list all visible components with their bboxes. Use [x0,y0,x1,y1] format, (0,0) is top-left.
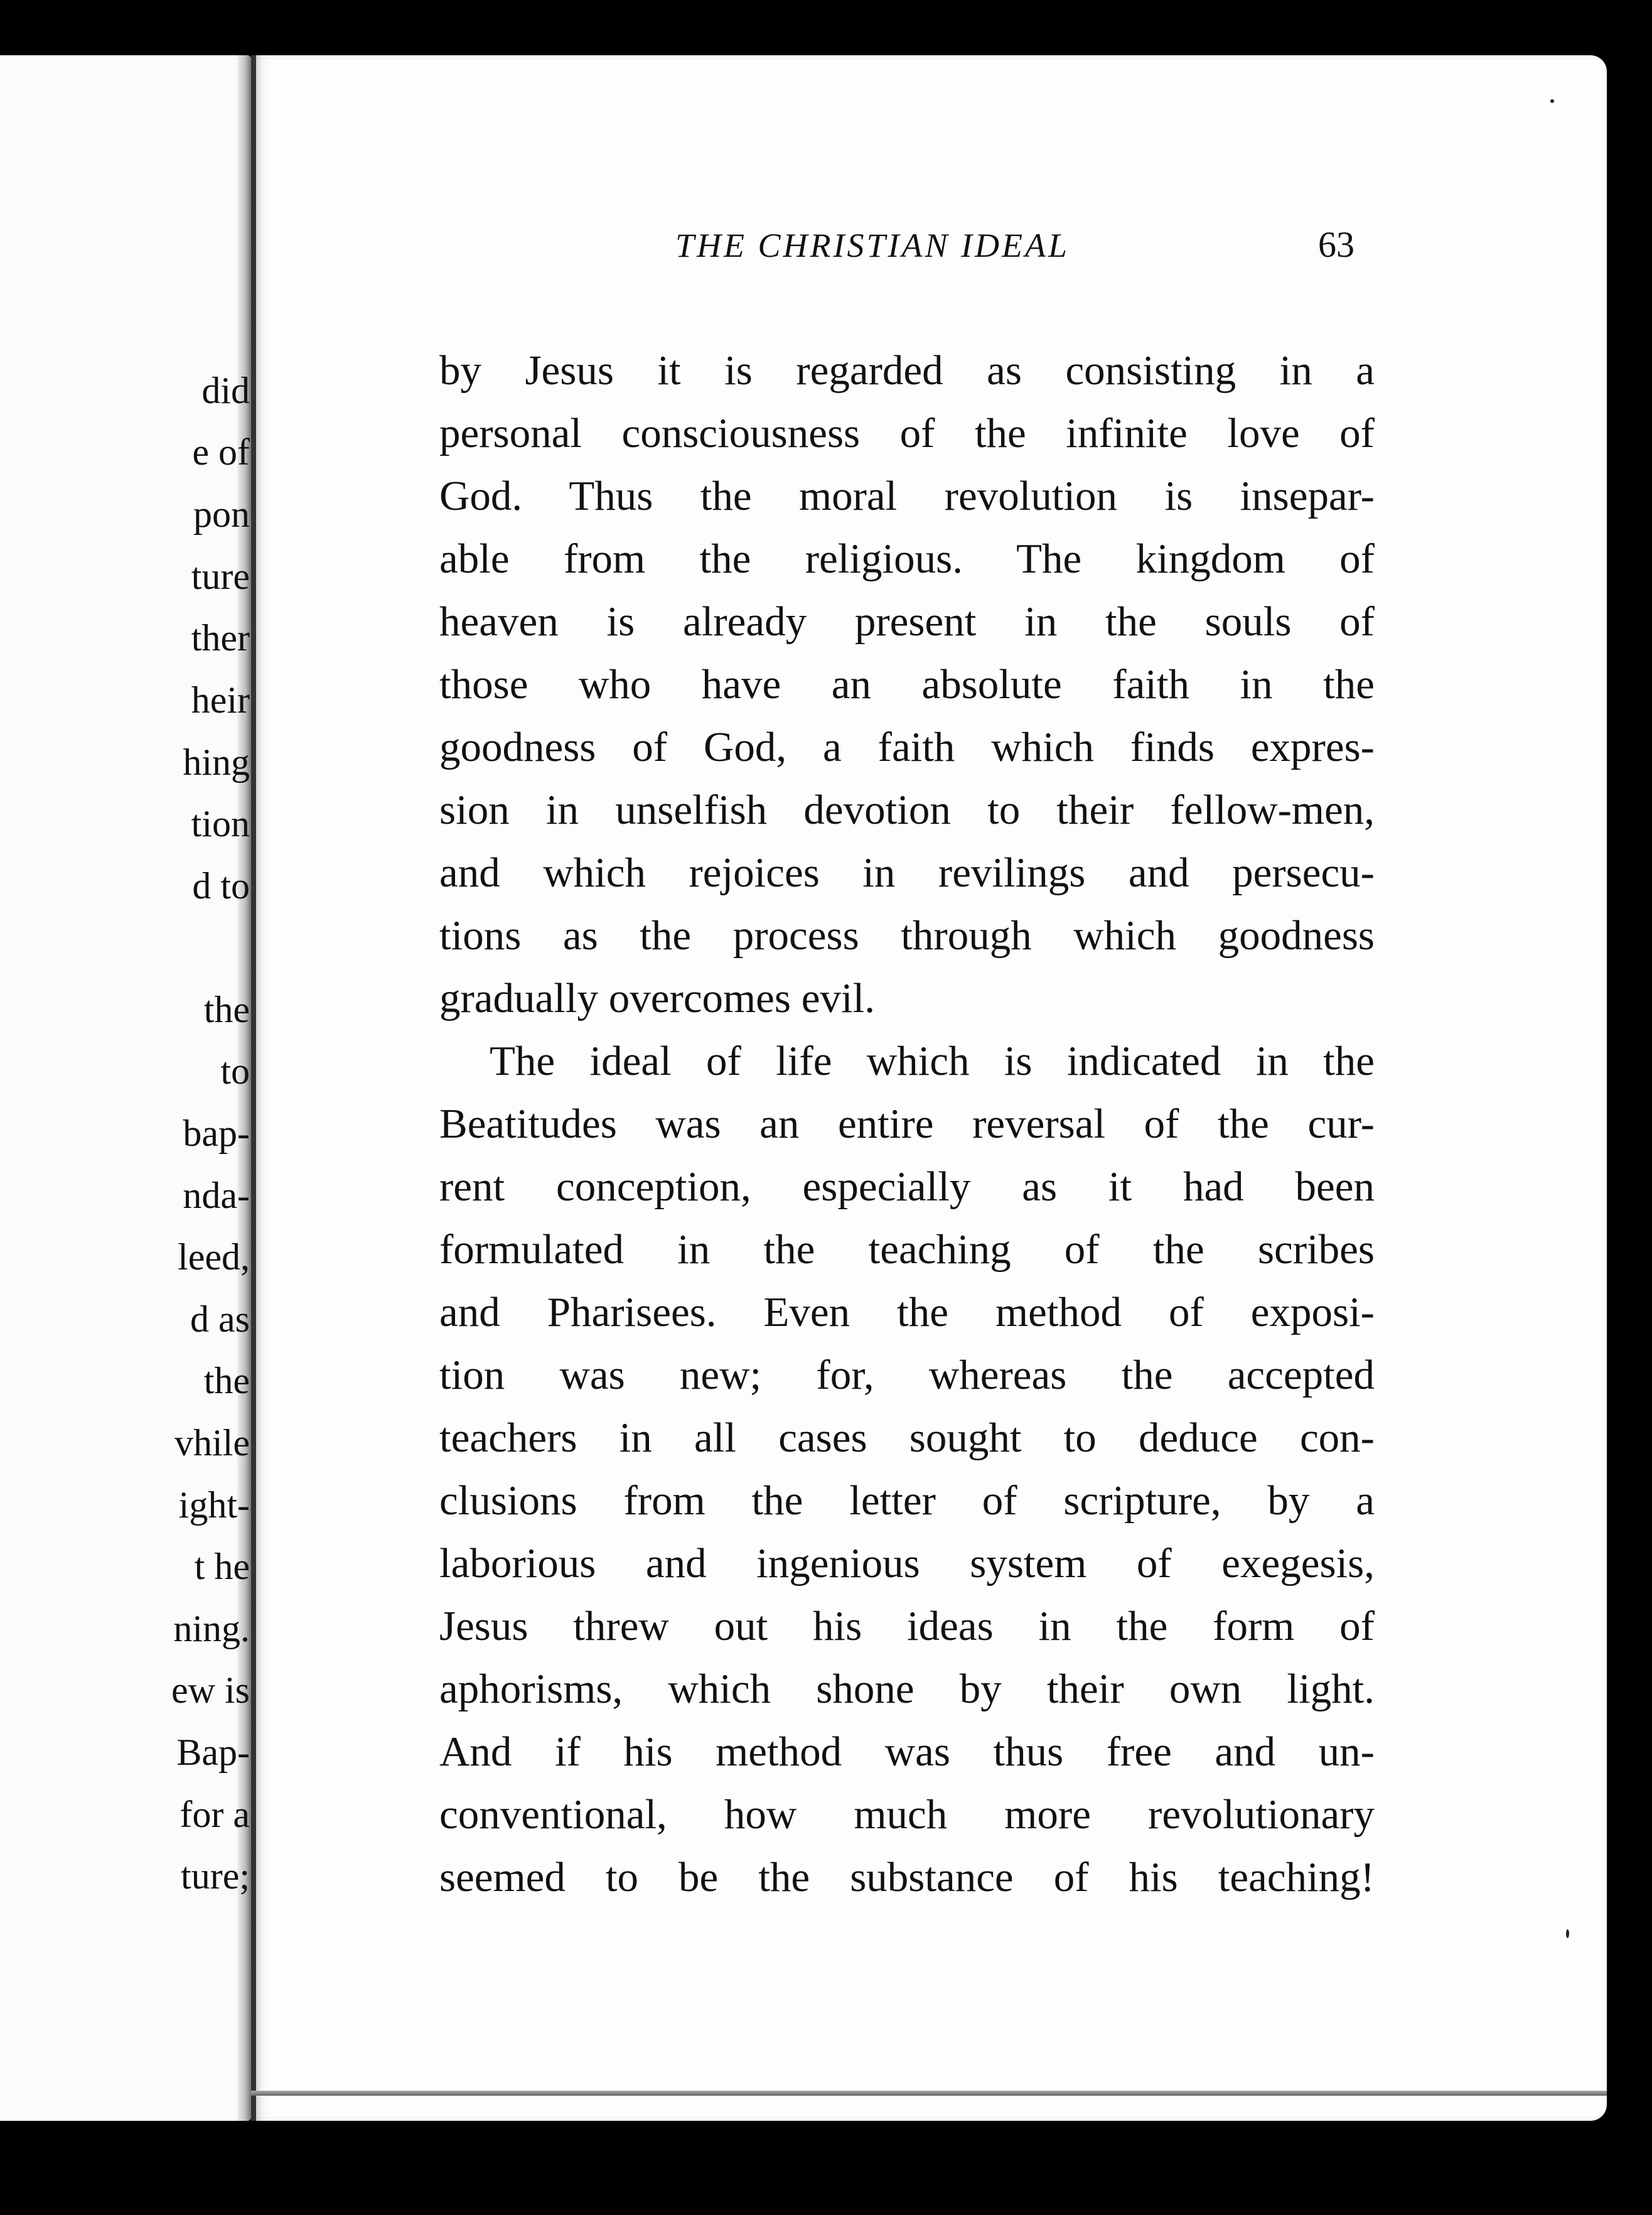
left-line: tion [191,803,250,844]
left-line: ning. [173,1608,250,1649]
text-line: gradually overcomes evil. [439,975,875,1021]
dust-speck [1550,99,1554,103]
left-line: the [203,989,250,1030]
text-line: Jesus threw out his ideas in the form of [439,1603,1375,1649]
text-line: formulated in the teaching of the scribes [439,1226,1375,1273]
left-line: to [220,1050,250,1092]
left-line: pon [193,493,250,535]
page-bottom-edge [251,2091,1607,2096]
text-line: able from the religious. The kingdom of [439,536,1375,582]
text-line: and which rejoices in revilings and persecu- [439,849,1375,896]
left-line: hing [183,741,250,783]
text-line: The ideal of life which is indicated in the [490,1038,1375,1084]
text-line: clusions from the letter of scripture, by a [439,1477,1375,1524]
previous-page-fragment [0,55,251,2121]
text-line: sion in unselfish devotion to their fellow-men, [439,787,1375,833]
text-line: seemed to be the substance of his teaching! [439,1854,1375,1900]
text-line: tion was new; for, whereas the accepted [439,1352,1375,1398]
text-line: heaven is already present in the souls of [439,598,1375,645]
text-line: goodness of God, a faith which finds expres- [439,724,1375,770]
page-number: 63 [1318,224,1354,265]
text-line: tions as the process through which goodness [439,912,1375,959]
left-line: ther [191,617,250,659]
left-line: e of [192,431,250,473]
current-page [251,55,1607,2121]
spine-shadow [251,55,256,2121]
left-line: Bap- [176,1732,250,1773]
left-line: leed, [178,1236,250,1278]
left-line: ture; [181,1855,250,1897]
left-line: ight- [178,1484,250,1526]
text-line: conventional, how much more revolutionary [439,1791,1375,1838]
left-line: ew is [171,1669,250,1711]
text-line: aphorisms, which shone by their own light. [439,1666,1375,1712]
text-line: And if his method was thus free and un- [439,1728,1375,1775]
left-line: d to [192,865,250,907]
left-line: bap- [183,1113,250,1154]
left-line: for a [180,1794,250,1835]
text-line: and Pharisees. Even the method of exposi- [439,1289,1375,1335]
left-line: heir [191,679,250,721]
text-line: rent conception, especially as it had been [439,1163,1375,1210]
left-line: ture [191,556,250,597]
text-line: laborious and ingenious system of exegesis, [439,1540,1375,1587]
text-line: teachers in all cases sought to deduce con- [439,1415,1375,1461]
text-line: personal consciousness of the infinite love of [439,410,1375,456]
left-line: nda- [183,1175,250,1216]
text-line: Beatitudes was an entire reversal of the cur- [439,1101,1375,1147]
text-line: those who have an absolute faith in the [439,661,1375,708]
left-line: did [201,370,250,411]
text-line: by Jesus it is regarded as consisting in a [439,347,1375,394]
running-head: THE CHRISTIAN IDEAL [675,227,1070,264]
left-line: t he [194,1546,250,1587]
left-line: d as [190,1298,250,1340]
text-line: God. Thus the moral revolution is insepar- [439,473,1375,519]
dust-speck [1566,1929,1569,1938]
left-line: the [203,1360,250,1401]
left-line: vhile [174,1422,250,1463]
